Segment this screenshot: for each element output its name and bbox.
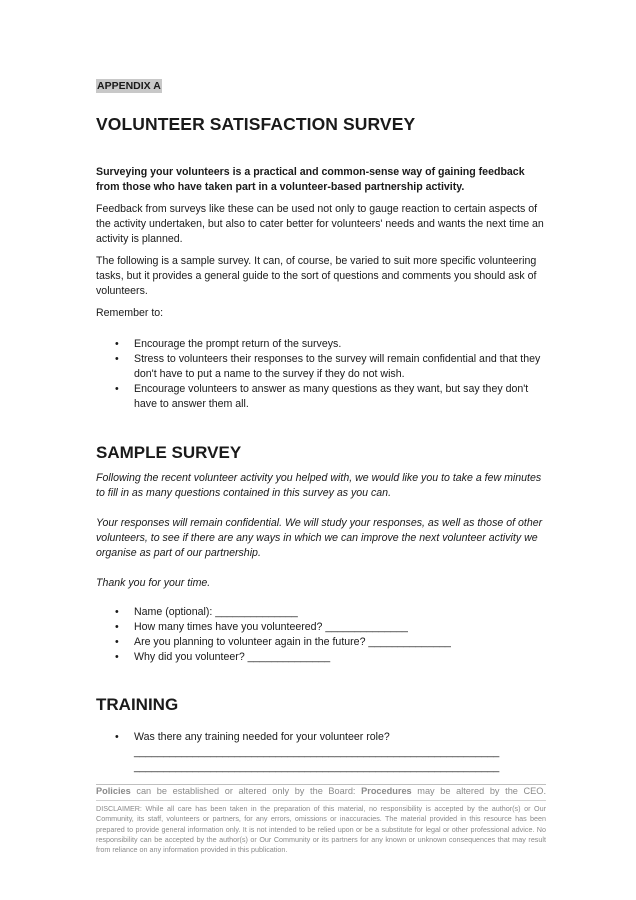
survey-confidential-paragraph: Your responses will remain confidential. We will study your responses, as well as those of other volunteers, to see if there are any ways in which we can improve the next volunteer activity we organise as part of our partnership. xyxy=(96,517,543,559)
answer-line-2: ______________________________________________________________ xyxy=(134,761,500,773)
page-footer xyxy=(96,784,546,855)
remember-label: Remember to: xyxy=(96,307,164,319)
intro-bullet-list xyxy=(96,337,546,412)
survey-thanks: Thank you for your time. xyxy=(96,577,211,589)
survey-question-why: • Why did you volunteer? ______________ xyxy=(96,650,546,665)
footer-divider xyxy=(96,800,546,801)
answer-line-1: ______________________________________________________________ xyxy=(134,746,500,758)
survey-question-future: • Are you planning to volunteer again in the future? ______________ xyxy=(96,635,546,650)
disclaimer-text: DISCLAIMER: While all care has been taken in the preparation of this material, no responsibility is accepted by the author(s) or Our Community, its staff, volunteers or partners, for any errors, omissions or inaccuracies. The material provided in this resource has been prepared to provide general information only. It is not intended to be relied upon or be a substitute for legal or other professional advice. No responsibility can be accepted by the author(s) or Our Community or its partners for any known or unknown consequences that may result from reliance on any information provided in this publication. xyxy=(96,804,546,855)
policies-word: Policies xyxy=(96,786,131,796)
sample-survey-heading: SAMPLE SURVEY xyxy=(96,443,242,462)
appendix-label: APPENDIX A xyxy=(97,80,161,92)
intro-paragraph-2: The following is a sample survey. It can, of course, be varied to suit more specific volunteering tasks, but it provides a general guide to the sort of questions and comments you should ask of volunteers. xyxy=(96,255,537,297)
training-answer-lines xyxy=(96,745,546,775)
list-item: • Stress to volunteers their responses to the survey will remain confidential and that they don't have to put a name to the survey if they do not wish. xyxy=(96,352,546,382)
list-item: • Encourage volunteers to answer as many questions as they want, but say they don't have to answer them all. xyxy=(96,382,546,412)
training-heading: TRAINING xyxy=(96,695,179,714)
footer-policy-line xyxy=(96,785,546,796)
training-question-list xyxy=(96,730,546,745)
page-title: VOLUNTEER SATISFACTION SURVEY xyxy=(96,114,416,134)
training-question: • Was there any training needed for your volunteer role? xyxy=(96,730,546,745)
procedures-text: may be altered by the CEO. xyxy=(411,786,546,796)
policies-text: can be established or altered only by the Board: xyxy=(130,786,362,796)
appendix-label-wrap xyxy=(96,76,546,94)
survey-intro-paragraph: Following the recent volunteer activity you helped with, we would like you to take a few minutes to fill in as many questions contained in this survey as you can. xyxy=(96,472,542,499)
survey-question-name: • Name (optional): ______________ xyxy=(96,605,546,620)
intro-paragraph-1: Feedback from surveys like these can be used not only to gauge reaction to certain aspects of the activity undertaken, but also to cater better for volunteers' needs and wants the next time an activity is planned. xyxy=(96,203,544,245)
procedures-word: Procedures xyxy=(361,786,412,796)
survey-question-times: • How many times have you volunteered? ______________ xyxy=(96,620,546,635)
survey-question-list xyxy=(96,605,546,665)
intro-lead: Surveying your volunteers is a practical and common-sense way of gaining feedback from those who have taken part in a volunteer-based partnership activity. xyxy=(96,166,525,193)
list-item: • Encourage the prompt return of the surveys. xyxy=(96,337,546,352)
